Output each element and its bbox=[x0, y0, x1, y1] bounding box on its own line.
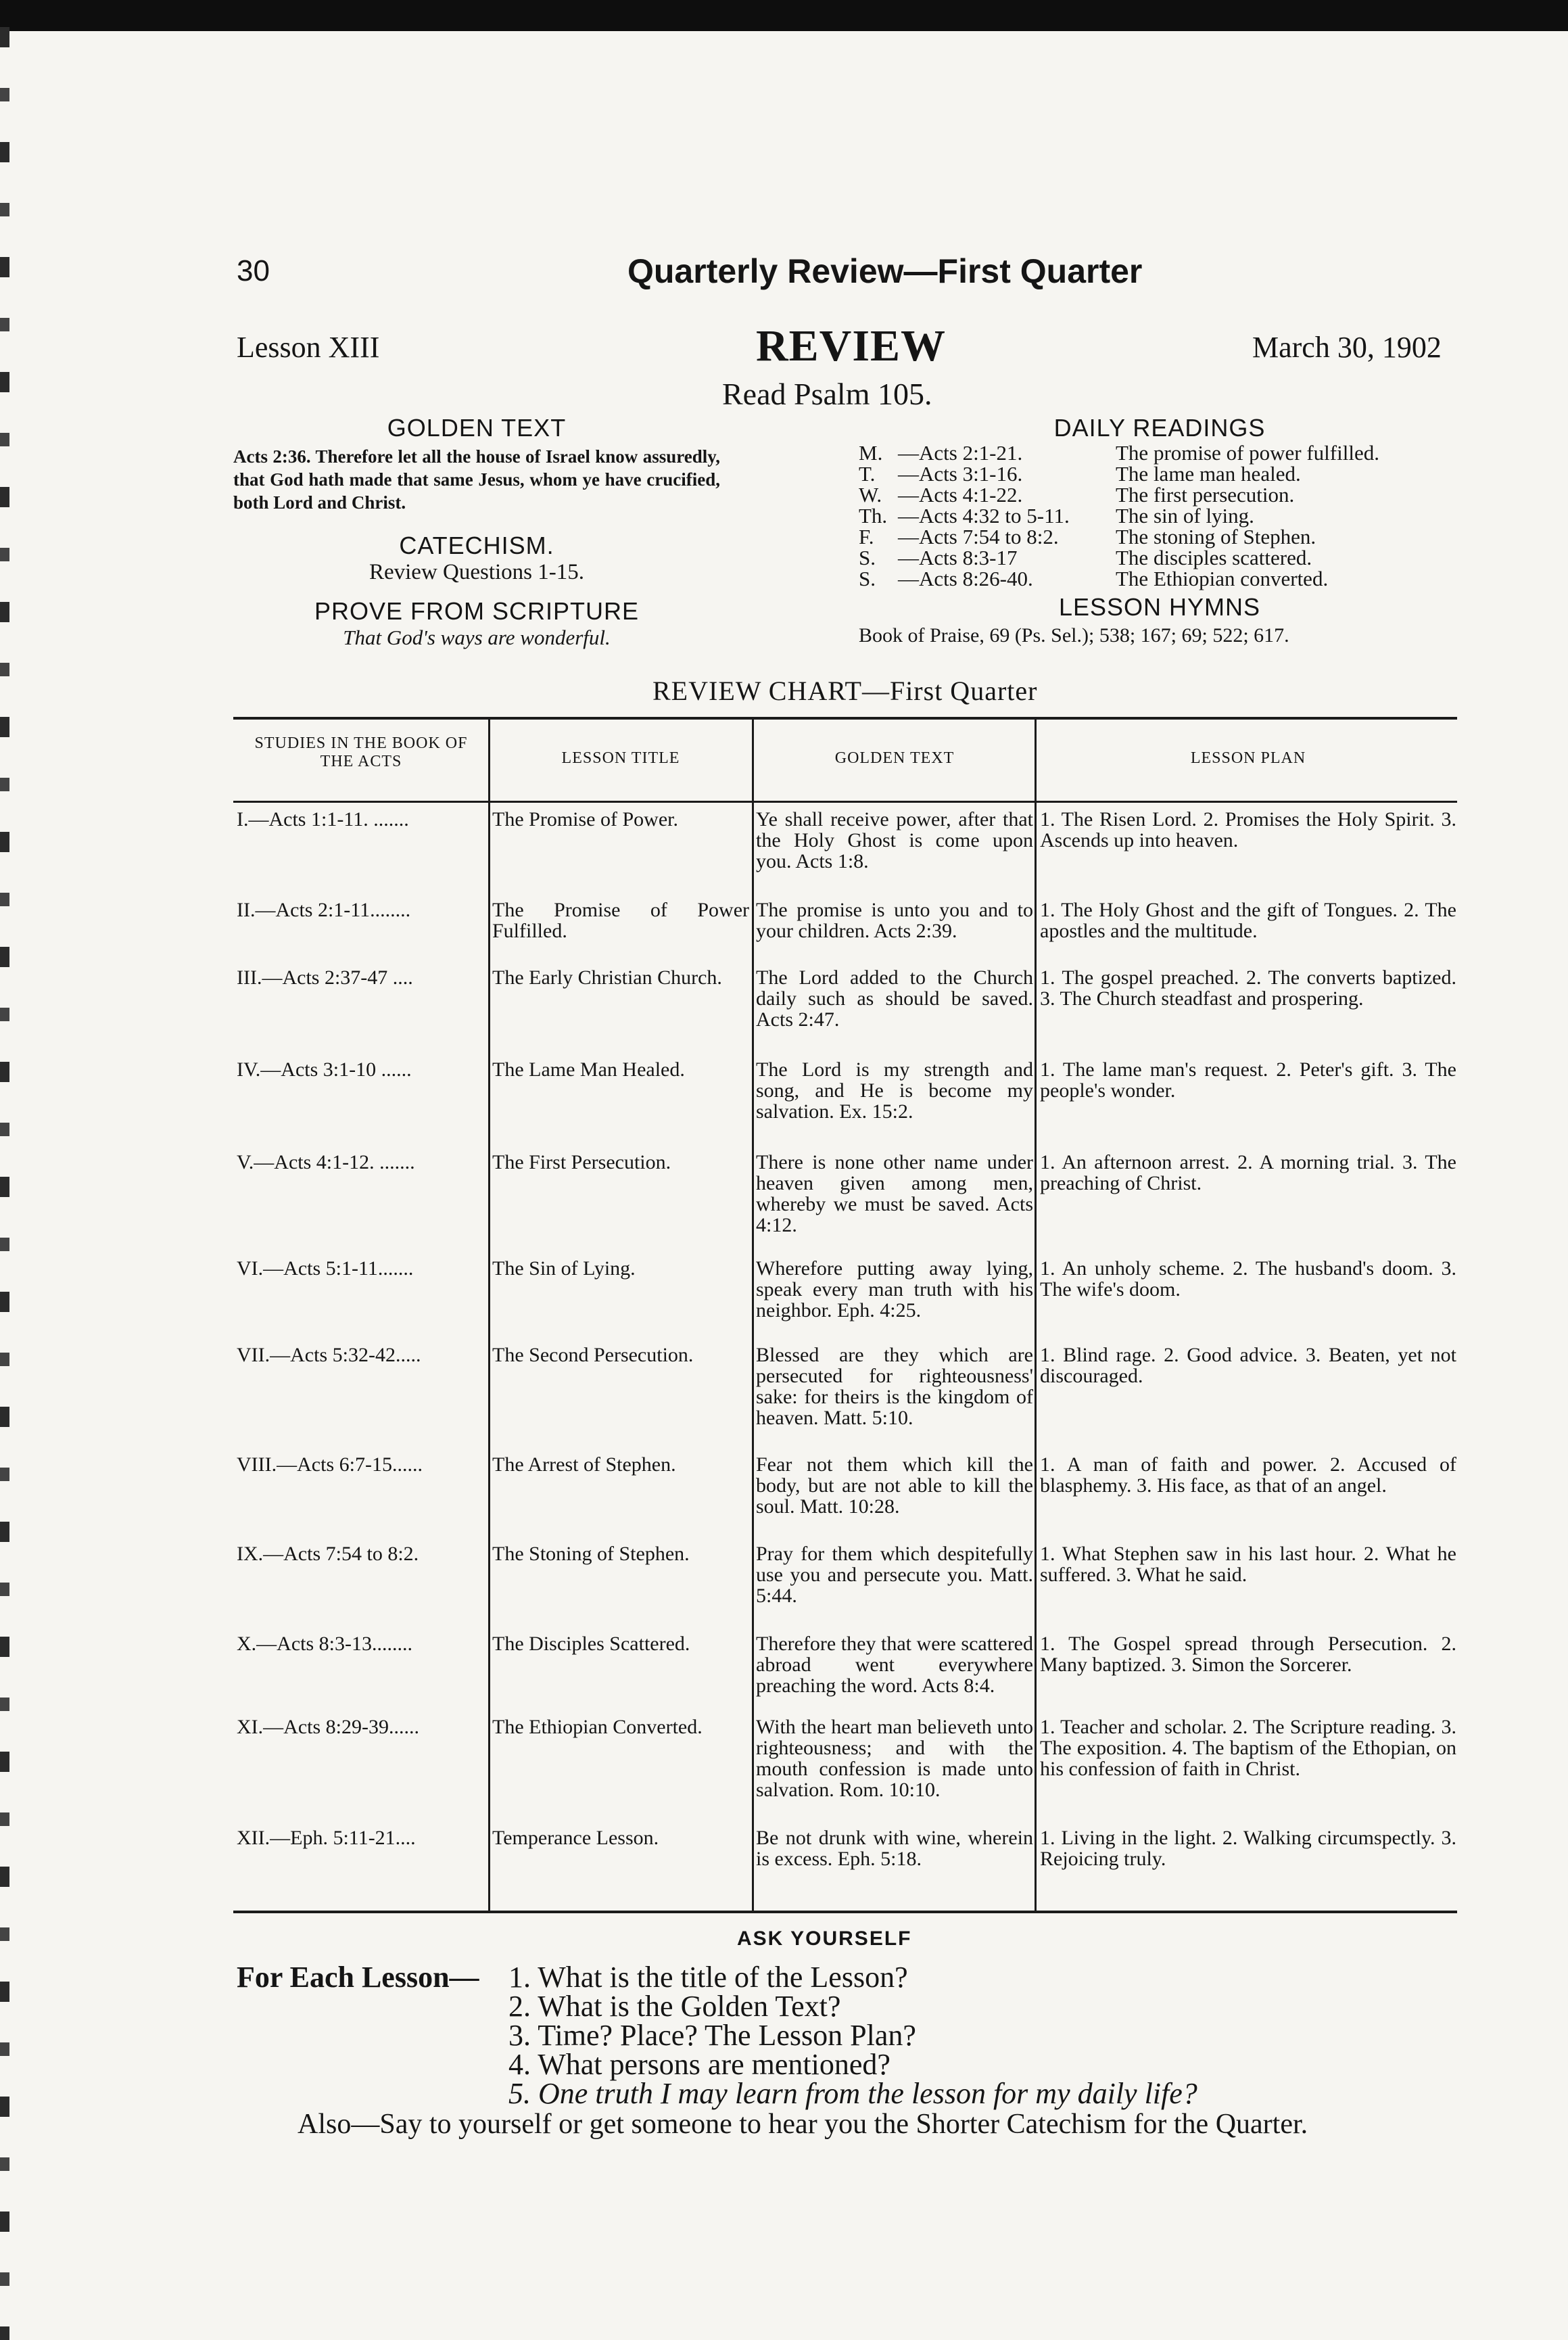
chart-cell-plan: 1. The gospel preached. 2. The converts baptized. 3. The Church steadfast and prospering. bbox=[1040, 966, 1456, 1010]
chart-cell-plan: 1. The lame man's request. 2. Peter's gift. 3. The people's wonder. bbox=[1040, 1058, 1456, 1102]
chart-cell-golden: Be not drunk with wine, wherein is excess. Eph. 5:18. bbox=[756, 1827, 1033, 1870]
scan-top-border bbox=[0, 0, 1568, 31]
chart-cell-golden: There is none other name under heaven given among men, whereby we must be saved. Acts 4:12. bbox=[756, 1151, 1033, 1236]
chart-cell-study: VII.—Acts 5:32-42..... bbox=[237, 1344, 421, 1366]
chart-cell-plan: 1. The Gospel spread through Persecution. 2. Many baptized. 3. Simon the Sorcerer. bbox=[1040, 1633, 1456, 1676]
daily-reading-ref: —Acts 2:1-21. bbox=[898, 441, 1023, 465]
chart-cell-title: The First Persecution. bbox=[492, 1151, 671, 1173]
ask-question: 3. Time? Place? The Lesson Plan? bbox=[508, 2019, 916, 2052]
chart-cell-plan: 1. Living in the light. 2. Walking circumspectly. 3. Rejoicing truly. bbox=[1040, 1827, 1456, 1870]
chart-cell-plan: 1. Blind rage. 2. Good advice. 3. Beaten, yet not discouraged. bbox=[1040, 1344, 1456, 1387]
hymns-text: Book of Praise, 69 (Ps. Sel.); 538; 167; 69; 522; 617. bbox=[859, 624, 1289, 647]
chart-cell-golden: Wherefore putting away lying, speak every man truth with his neighbor. Eph. 4:25. bbox=[756, 1257, 1033, 1321]
chart-cell-title: The Disciples Scattered. bbox=[492, 1633, 690, 1655]
right-column bbox=[859, 414, 1460, 647]
header-lesson-title: LESSON TITLE bbox=[561, 749, 680, 767]
daily-reading-desc: The promise of power fulfilled. bbox=[1116, 441, 1379, 465]
daily-reading-row bbox=[859, 442, 1460, 463]
chart-cell-plan: 1. An afternoon arrest. 2. A morning trial. 3. The preaching of Christ. bbox=[1040, 1151, 1456, 1194]
chart-header-rule bbox=[233, 801, 1457, 803]
chart-cell-golden: Pray for them which despitefully use you and persecute you. Matt. 5:44. bbox=[756, 1543, 1033, 1607]
chart-cell-golden: The Lord added to the Church daily such as should be saved. Acts 2:47. bbox=[756, 966, 1033, 1031]
chart-cell-plan: 1. The Holy Ghost and the gift of Tongues. 2. The apostles and the multitude. bbox=[1040, 899, 1456, 942]
chart-cell-plan: 1. A man of faith and power. 2. Accused of blasphemy. 3. His face, as that of an angel. bbox=[1040, 1453, 1456, 1497]
daily-reading-ref: —Acts 4:32 to 5-11. bbox=[898, 504, 1070, 528]
running-head: Quarterly Review—First Quarter bbox=[627, 252, 1143, 290]
chart-cell-title: The Second Persecution. bbox=[492, 1344, 694, 1366]
page-title: REVIEW bbox=[756, 321, 947, 371]
daily-reading-day: S. bbox=[859, 546, 876, 569]
ask-question: 4. What persons are mentioned? bbox=[508, 2048, 890, 2081]
ask-question: 5. One truth I may learn from the lesson for my daily life? bbox=[508, 2077, 1197, 2110]
chart-cell-plan: 1. Teacher and scholar. 2. The Scripture reading. 3. The exposition. 4. The baptism of the Ethopian, on his confession of faith in Christ. bbox=[1040, 1716, 1456, 1780]
golden-text-heading: GOLDEN TEXT bbox=[387, 414, 567, 442]
daily-reading-ref: —Acts 8:26-40. bbox=[898, 567, 1033, 590]
daily-reading-desc: The sin of lying. bbox=[1116, 504, 1254, 528]
chart-cell-study: VI.—Acts 5:1-11....... bbox=[237, 1257, 414, 1280]
chart-cell-study: XI.—Acts 8:29-39...... bbox=[237, 1716, 419, 1738]
chart-cell-title: The Arrest of Stephen. bbox=[492, 1453, 676, 1476]
ask-lead: For Each Lesson— bbox=[237, 1961, 479, 1994]
daily-reading-day: Th. bbox=[859, 504, 888, 528]
daily-reading-day: M. bbox=[859, 441, 883, 465]
chart-cell-study: IX.—Acts 7:54 to 8:2. bbox=[237, 1543, 419, 1565]
chart-cell-study: VIII.—Acts 6:7-15...... bbox=[237, 1453, 423, 1476]
chart-top-rule bbox=[233, 717, 1457, 720]
chart-cell-plan: 1. The Risen Lord. 2. Promises the Holy Spirit. 3. Ascends up into heaven. bbox=[1040, 808, 1456, 851]
daily-reading-row bbox=[859, 505, 1460, 526]
read-psalm: Read Psalm 105. bbox=[722, 377, 932, 411]
golden-text: Acts 2:36. Therefore let all the house of Israel know assuredly, that God hath made that same Jesus, whom ye have crucified, both Lord and Christ. bbox=[233, 446, 720, 513]
chart-cell-title: Temperance Lesson. bbox=[492, 1827, 659, 1849]
daily-readings-list bbox=[859, 442, 1460, 589]
daily-reading-desc: The lame man healed. bbox=[1116, 462, 1301, 486]
chart-cell-study: IV.—Acts 3:1-10 ...... bbox=[237, 1058, 412, 1081]
chart-cell-golden: Fear not them which kill the body, but are not able to kill the soul. Matt. 10:28. bbox=[756, 1453, 1033, 1518]
daily-reading-ref: —Acts 7:54 to 8:2. bbox=[898, 525, 1059, 548]
hymns-heading: LESSON HYMNS bbox=[1058, 593, 1261, 621]
daily-reading-row bbox=[859, 526, 1460, 547]
chart-cell-golden: The promise is unto you and to your children. Acts 2:39. bbox=[756, 899, 1033, 942]
chart-cell-title: The Stoning of Stephen. bbox=[492, 1543, 690, 1565]
lesson-number: Lesson XIII bbox=[237, 331, 380, 364]
header-golden-text: GOLDEN TEXT bbox=[834, 749, 955, 767]
left-column bbox=[233, 414, 720, 650]
daily-reading-day: W. bbox=[859, 483, 882, 507]
chart-cell-plan: 1. What Stephen saw in his last hour. 2. What he suffered. 3. What he said. bbox=[1040, 1543, 1456, 1586]
chart-bottom-rule bbox=[233, 1911, 1457, 1913]
chart-cell-title: The Promise of Power Fulfilled. bbox=[492, 899, 749, 942]
chart-cell-plan: 1. An unholy scheme. 2. The husband's doom. 3. The wife's doom. bbox=[1040, 1257, 1456, 1301]
ask-heading: ASK YOURSELF bbox=[737, 1927, 912, 1950]
chart-cell-title: The Lame Man Healed. bbox=[492, 1058, 685, 1081]
daily-reading-row bbox=[859, 484, 1460, 505]
prove-text: That God's ways are wonderful. bbox=[343, 626, 611, 649]
daily-reading-day: S. bbox=[859, 567, 876, 590]
daily-reading-ref: —Acts 3:1-16. bbox=[898, 462, 1023, 486]
chart-cell-title: The Ethiopian Converted. bbox=[492, 1716, 703, 1738]
chart-cell-study: XII.—Eph. 5:11-21.... bbox=[237, 1827, 416, 1849]
chart-cell-study: V.—Acts 4:1-12. ....... bbox=[237, 1151, 415, 1173]
chart-cell-study: I.—Acts 1:1-11. ....... bbox=[237, 808, 409, 830]
chart-cell-study: II.—Acts 2:1-11........ bbox=[237, 899, 411, 921]
header-studies: STUDIES IN THE BOOK OF THE ACTS bbox=[254, 734, 468, 770]
daily-reading-day: F. bbox=[859, 525, 874, 548]
daily-reading-desc: The disciples scattered. bbox=[1116, 546, 1312, 569]
scan-left-edge bbox=[0, 27, 9, 2340]
daily-reading-ref: —Acts 4:1-22. bbox=[898, 483, 1023, 507]
chart-cell-title: The Early Christian Church. bbox=[492, 966, 722, 989]
chart-cell-golden: Therefore they that were scattered abroad went everywhere preaching the word. Acts 8:4. bbox=[756, 1633, 1033, 1697]
daily-reading-day: T. bbox=[859, 462, 876, 486]
chart-cell-golden: The Lord is my strength and song, and He is become my salvation. Ex. 15:2. bbox=[756, 1058, 1033, 1123]
header-lesson-plan: LESSON PLAN bbox=[1190, 749, 1306, 767]
daily-reading-row bbox=[859, 568, 1460, 589]
catechism-heading: CATECHISM. bbox=[399, 532, 554, 559]
chart-cell-golden: Blessed are they which are persecuted for righteousness' sake: for theirs is the kingdom of heaven. Matt. 5:10. bbox=[756, 1344, 1033, 1429]
chart-cell-title: The Promise of Power. bbox=[492, 808, 678, 830]
daily-reading-desc: The first persecution. bbox=[1116, 483, 1295, 507]
prove-heading: PROVE FROM SCRIPTURE bbox=[314, 597, 640, 625]
chart-cell-study: X.—Acts 8:3-13........ bbox=[237, 1633, 412, 1655]
ask-question: 1. What is the title of the Lesson? bbox=[508, 1961, 908, 1994]
chart-cell-golden: With the heart man believeth unto righteousness; and with the mouth confession is made unto salvation. Rom. 10:10. bbox=[756, 1716, 1033, 1801]
chart-col-divider-1 bbox=[488, 720, 490, 1911]
daily-readings-heading: DAILY READINGS bbox=[1053, 414, 1266, 442]
ask-question: 2. What is the Golden Text? bbox=[508, 1990, 841, 2023]
chart-cell-golden: Ye shall receive power, after that the Holy Ghost is come upon you. Acts 1:8. bbox=[756, 808, 1033, 872]
catechism-text: Review Questions 1-15. bbox=[369, 560, 585, 584]
daily-reading-desc: The stoning of Stephen. bbox=[1116, 525, 1316, 548]
daily-reading-row bbox=[859, 463, 1460, 484]
lesson-date: March 30, 1902 bbox=[1252, 331, 1442, 364]
chart-title: REVIEW CHART—First Quarter bbox=[652, 676, 1038, 706]
chart-col-divider-2 bbox=[752, 720, 754, 1911]
chart-col-divider-3 bbox=[1035, 720, 1037, 1911]
daily-reading-ref: —Acts 8:3-17 bbox=[898, 546, 1018, 569]
daily-reading-desc: The Ethiopian converted. bbox=[1116, 567, 1329, 590]
ask-also: Also—Say to yourself or get someone to hear you the Shorter Catechism for the Quarter. bbox=[298, 2109, 1308, 2140]
daily-reading-row bbox=[859, 547, 1460, 568]
page-number: 30 bbox=[237, 254, 270, 287]
chart-cell-study: III.—Acts 2:37-47 .... bbox=[237, 966, 413, 989]
chart-cell-title: The Sin of Lying. bbox=[492, 1257, 636, 1280]
